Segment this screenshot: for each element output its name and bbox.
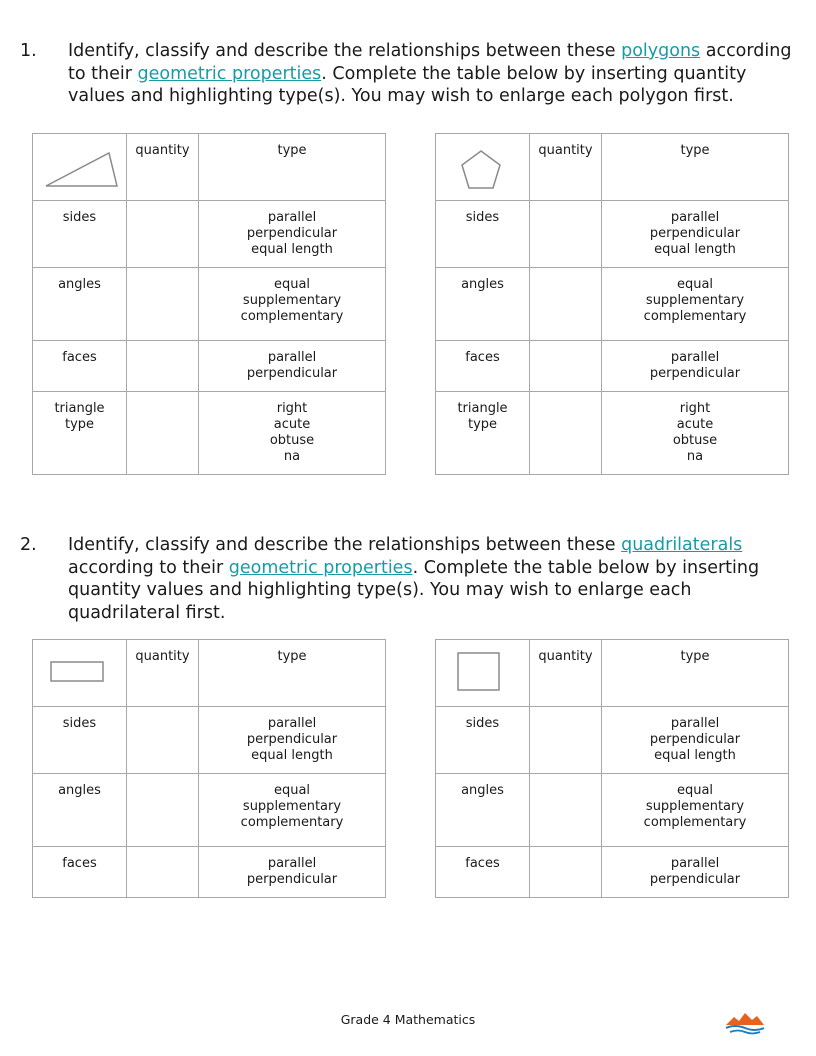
type-options[interactable]: equal supplementary complementary [602, 774, 789, 847]
quantity-input-cell[interactable] [127, 268, 199, 341]
question-number: 1. [20, 41, 37, 61]
quantity-input-cell[interactable] [530, 341, 602, 392]
rectangle-properties-table [32, 639, 386, 898]
pentagon-icon [436, 134, 528, 200]
mountain-logo-icon [724, 1010, 766, 1038]
row-label: sides [436, 707, 530, 774]
type-options[interactable]: equal supplementary complementary [199, 268, 386, 341]
row-label: sides [436, 201, 530, 268]
triangle-icon [33, 134, 125, 200]
shape-cell [436, 134, 530, 201]
row-label: angles [436, 774, 530, 847]
row-label: triangle type [33, 392, 127, 475]
question-text: Identify, classify and describe the relationships between these quadrilaterals according to their geometric properties. Complete the table below by inserting quantity values and highlighting type(s). You may wish to enlarge each quadrilateral first. [68, 535, 760, 623]
square-icon [436, 640, 528, 706]
quantity-input-cell[interactable] [127, 392, 199, 475]
quantity-input-cell[interactable] [530, 707, 602, 774]
row-label: angles [33, 268, 127, 341]
row-label: angles [436, 268, 530, 341]
type-header: type [199, 640, 386, 707]
quantity-input-cell[interactable] [127, 201, 199, 268]
shape-cell [436, 640, 530, 707]
quantity-header: quantity [530, 640, 602, 707]
type-options[interactable]: parallel perpendicular equal length [199, 707, 386, 774]
square-properties-table [435, 639, 789, 898]
type-options[interactable]: right acute obtuse na [602, 392, 789, 475]
type-header: type [602, 640, 789, 707]
question-2 [20, 534, 800, 624]
quantity-header: quantity [530, 134, 602, 201]
quantity-input-cell[interactable] [127, 774, 199, 847]
type-options[interactable]: parallel perpendicular equal length [602, 707, 789, 774]
question-number: 2. [20, 535, 37, 555]
triangle-properties-table [32, 133, 386, 475]
geometric-properties-link[interactable]: geometric properties [137, 63, 322, 84]
row-label: sides [33, 201, 127, 268]
row-label: faces [436, 341, 530, 392]
type-header: type [199, 134, 386, 201]
question-text: Identify, classify and describe the relationships between these polygons according to their geometric properties. Complete the table below by inserting quantity values and highlighting type(s). You may wish to enlarge each polygon first. [68, 41, 792, 106]
shape-cell [33, 134, 127, 201]
type-options[interactable]: parallel perpendicular equal length [602, 201, 789, 268]
quantity-input-cell[interactable] [530, 847, 602, 898]
quantity-header: quantity [127, 640, 199, 707]
quantity-input-cell[interactable] [530, 201, 602, 268]
type-options[interactable]: parallel perpendicular equal length [199, 201, 386, 268]
page-footer: Grade 4 Mathematics [340, 1012, 476, 1027]
quantity-input-cell[interactable] [530, 268, 602, 341]
quantity-input-cell[interactable] [530, 774, 602, 847]
type-options[interactable]: equal supplementary complementary [199, 774, 386, 847]
type-options[interactable]: right acute obtuse na [199, 392, 386, 475]
row-label: faces [33, 847, 127, 898]
row-label: triangle type [436, 392, 530, 475]
quadrilaterals-link[interactable]: quadrilaterals [621, 535, 743, 555]
row-label: faces [436, 847, 530, 898]
quantity-header: quantity [127, 134, 199, 201]
row-label: angles [33, 774, 127, 847]
type-options[interactable]: parallel perpendicular [602, 341, 789, 392]
question-1 [20, 40, 800, 108]
type-options[interactable]: equal supplementary complementary [602, 268, 789, 341]
type-options[interactable]: parallel perpendicular [602, 847, 789, 898]
type-options[interactable]: parallel perpendicular [199, 847, 386, 898]
quantity-input-cell[interactable] [127, 707, 199, 774]
quantity-input-cell[interactable] [530, 392, 602, 475]
type-header: type [602, 134, 789, 201]
quantity-input-cell[interactable] [127, 341, 199, 392]
row-label: faces [33, 341, 127, 392]
quantity-input-cell[interactable] [127, 847, 199, 898]
geometric-properties-link[interactable]: geometric properties [228, 557, 413, 578]
row-label: sides [33, 707, 127, 774]
pentagon-properties-table [435, 133, 789, 475]
polygons-link[interactable]: polygons [621, 41, 701, 61]
type-options[interactable]: parallel perpendicular [199, 341, 386, 392]
rectangle-icon [33, 640, 125, 706]
shape-cell [33, 640, 127, 707]
